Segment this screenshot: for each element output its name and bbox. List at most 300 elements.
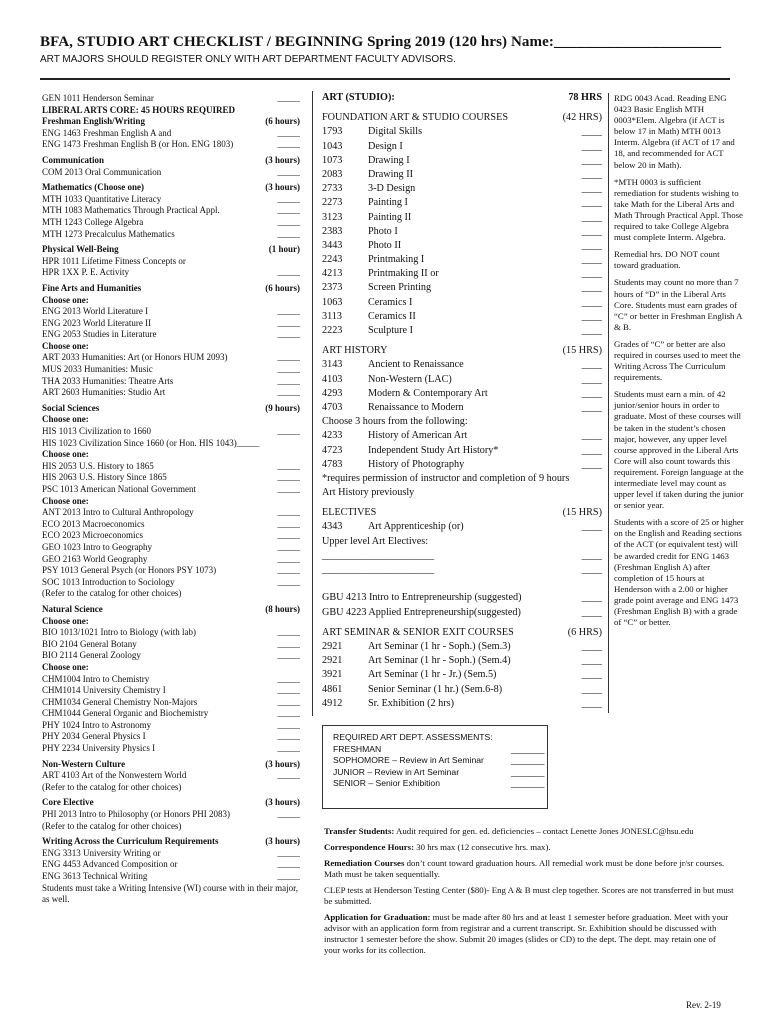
course-number: 2373 bbox=[322, 282, 343, 294]
art-course-row bbox=[322, 387, 602, 401]
course-number: 1793 bbox=[322, 126, 343, 138]
course-text: ENG 3313 University Writing or bbox=[42, 847, 161, 858]
page-title: BFA, STUDIO ART CHECKLIST / BEGINNING Spring 2019 (120 hrs) Name:______________________ bbox=[40, 34, 722, 50]
course-text: Communication bbox=[42, 154, 105, 165]
assessment-blank: _______ bbox=[511, 743, 545, 754]
course-row bbox=[42, 720, 300, 732]
course-text: Choose one: bbox=[42, 449, 89, 460]
course-blank: (1 hour) bbox=[268, 244, 300, 255]
course-text: HIS 1013 Civilization to 1660 bbox=[42, 426, 151, 437]
course-blank: (3 hours) bbox=[265, 797, 300, 808]
course-text: MTH 1243 College Algebra bbox=[42, 216, 144, 227]
note-body: don’t count toward graduation hours. All remedial work must be done before jr/sr courses. Math must be taken sequentially. bbox=[324, 858, 725, 879]
course-name: History of American Art bbox=[368, 430, 468, 442]
course-number: 2223 bbox=[322, 325, 343, 336]
course-text: SOC 1013 Introduction to Sociology bbox=[42, 576, 175, 587]
course-number: 3123 bbox=[322, 211, 343, 223]
advising-note: Students must earn a min. of 42 junior/senior hours in order to graduate. Most of these courses will be taken in the student’s chosen major, however, any upper level course approved in the Liberal Arts Core will also count towards this requirement. Foreign language at the intermediate level may count as upper level if taken during the junior or senior year. bbox=[614, 389, 744, 511]
course-text: CHM1044 General Organic and Biochemistry bbox=[42, 708, 209, 719]
course-row bbox=[42, 797, 300, 809]
course-text: ENG 2023 World Literature II bbox=[42, 317, 152, 328]
course-text: PHY 2034 General Physics I bbox=[42, 731, 146, 742]
course-blank: _____ bbox=[277, 518, 300, 529]
course-blank: _____ bbox=[277, 719, 300, 730]
course-number: ______________________ bbox=[322, 564, 435, 575]
art-course-row bbox=[322, 182, 602, 196]
advisory-notice: ART MAJORS SHOULD REGISTER ONLY WITH ART DEPARTMENT FACULTY ADVISORS. bbox=[40, 54, 456, 65]
art-course-row bbox=[322, 606, 602, 620]
course-blank: ____ bbox=[581, 126, 602, 138]
course-row bbox=[42, 449, 300, 461]
course-text: CHM1014 University Chemistry I bbox=[42, 685, 166, 696]
course-text: BIO 2104 General Botany bbox=[42, 638, 137, 649]
course-number: GBU 4223 Applied Entrepreneurship(suggested) bbox=[322, 606, 521, 618]
course-row bbox=[42, 295, 300, 307]
course-blank: ____ bbox=[581, 373, 602, 385]
course-text: ART 4103 Art of the Nonwestern World bbox=[42, 770, 187, 781]
course-name: Art Seminar (1 hr - Soph.) (Sem.4) bbox=[368, 655, 511, 667]
assessment-label: SENIOR – Senior Exhibition bbox=[333, 778, 440, 789]
policy-note bbox=[324, 885, 734, 907]
assessment-row bbox=[333, 778, 547, 790]
assessment-row bbox=[333, 767, 547, 779]
column-divider bbox=[312, 91, 313, 716]
art-course-row bbox=[322, 591, 602, 605]
art-course-row bbox=[322, 444, 602, 458]
course-blank: _____ bbox=[277, 375, 300, 386]
course-blank: _____ bbox=[277, 426, 300, 437]
course-row bbox=[42, 105, 300, 117]
course-number: 4103 bbox=[322, 373, 343, 385]
course-text: HPR 1011 Lifetime Fitness Concepts or bbox=[42, 255, 186, 266]
course-number: 3443 bbox=[322, 239, 343, 251]
course-blank: (15 HRS) bbox=[562, 345, 602, 357]
course-number: FOUNDATION ART & STUDIO COURSES bbox=[322, 112, 508, 124]
course-number: 2273 bbox=[322, 197, 343, 209]
course-row bbox=[42, 128, 300, 140]
art-course-row bbox=[322, 168, 602, 182]
course-text: Natural Science bbox=[42, 603, 103, 614]
course-name: Renaissance to Modern bbox=[368, 401, 464, 413]
course-row bbox=[42, 507, 300, 519]
course-blank: _____ bbox=[277, 139, 300, 150]
course-number: 4783 bbox=[322, 458, 343, 470]
course-number: *requires permission of instructor and completion of 9 hours bbox=[322, 472, 570, 484]
art-course-row bbox=[322, 429, 602, 443]
course-blank: (15 HRS) bbox=[562, 507, 602, 519]
assessment-label: JUNIOR – Review in Art Seminar bbox=[333, 766, 460, 777]
policy-note bbox=[324, 826, 734, 837]
assessment-blank: _______ bbox=[511, 778, 545, 789]
course-text: GEO 1023 Intro to Geography bbox=[42, 541, 152, 552]
assessment-label: FRESHMAN bbox=[333, 743, 382, 754]
column-divider bbox=[608, 93, 609, 713]
course-blank: (6 HRS) bbox=[567, 626, 602, 638]
course-name: Screen Printing bbox=[368, 282, 432, 294]
course-blank: _____ bbox=[277, 228, 300, 239]
course-row bbox=[42, 205, 300, 217]
course-blank: ____ bbox=[581, 549, 602, 561]
course-row bbox=[42, 604, 300, 616]
course-blank: _____ bbox=[277, 193, 300, 204]
course-name: 3-D Design bbox=[368, 183, 416, 195]
course-blank: ____ bbox=[581, 669, 602, 681]
course-row bbox=[42, 782, 300, 794]
course-text: ANT 2013 Intro to Cultural Anthropology bbox=[42, 507, 194, 518]
course-blank: _____ bbox=[277, 507, 300, 518]
course-text: (Refer to the catalog for other choices) bbox=[42, 820, 182, 831]
course-number: 3921 bbox=[322, 669, 343, 681]
course-row bbox=[42, 403, 300, 415]
course-number: 4233 bbox=[322, 430, 343, 442]
course-number: 2733 bbox=[322, 183, 343, 195]
course-blank: (3 hours) bbox=[265, 758, 300, 769]
advising-note: RDG 0043 Acad. Reading ENG 0423 Basic English MTH 0003*Elem. Algebra (if ACT is below 17 in Math) MTH 0013 Interm. Algebra (if ACT of 17 and 18, and recommended for ACT below 20 in Math). bbox=[614, 93, 735, 170]
course-row bbox=[42, 256, 300, 268]
course-text: COM 2013 Oral Communication bbox=[42, 166, 162, 177]
course-blank: _____ bbox=[277, 627, 300, 638]
note-body: 30 hrs max (12 consecutive hrs. max). bbox=[414, 842, 551, 852]
course-blank: _____ bbox=[277, 576, 300, 587]
course-number: ART (STUDIO): bbox=[322, 92, 395, 103]
course-text: ART 2603 Humanities: Studio Art bbox=[42, 387, 166, 398]
course-blank: _____ bbox=[277, 847, 300, 858]
course-blank: 78 HRS bbox=[568, 92, 602, 103]
course-blank: _____ bbox=[277, 460, 300, 471]
course-blank: ____ bbox=[581, 430, 602, 442]
art-course-row bbox=[322, 458, 602, 472]
course-name: Photo II bbox=[368, 239, 402, 251]
header-divider bbox=[40, 78, 730, 80]
course-row bbox=[42, 461, 300, 473]
liberal-arts-core-column bbox=[42, 93, 300, 906]
course-text: PSY 1013 General Psych (or Honors PSY 1073) bbox=[42, 565, 217, 576]
art-course-row bbox=[322, 668, 602, 682]
course-number: 2243 bbox=[322, 254, 343, 266]
course-text: Choose one: bbox=[42, 661, 89, 672]
course-text: ART 2033 Humanities: Art (or Honors HUM 2093) bbox=[42, 352, 228, 363]
course-text: Social Sciences bbox=[42, 402, 100, 413]
course-row bbox=[42, 770, 300, 782]
course-blank: _____ bbox=[277, 708, 300, 719]
course-number: GBU 4213 Intro to Entrepreneurship (suggested) bbox=[322, 592, 522, 604]
course-row bbox=[42, 341, 300, 353]
course-text: Physical Well-Being bbox=[42, 244, 119, 255]
course-blank: _____ bbox=[277, 216, 300, 227]
course-name: Independent Study Art History* bbox=[368, 444, 499, 456]
course-blank: ____ bbox=[581, 296, 602, 308]
course-row bbox=[42, 352, 300, 364]
course-row bbox=[42, 883, 300, 906]
course-blank: ____ bbox=[581, 564, 602, 575]
art-course-row bbox=[322, 486, 602, 500]
course-text: Mathematics (Choose one) bbox=[42, 182, 144, 193]
course-row bbox=[42, 318, 300, 330]
course-text: ENG 2013 World Literature I bbox=[42, 306, 149, 317]
course-blank: (6 hours) bbox=[265, 116, 300, 127]
art-course-row bbox=[322, 239, 602, 253]
note-body: must be made after 80 hrs and at least 1 semester before graduation. Meet with your advisor with an application form from registrar and a current transcript. Sr. Exhibition should be discussed with instructor 1 semester before the show. Submit 20 images (slides or CD) to the dept. The dept. may retain one of your works for its collection. bbox=[324, 912, 729, 955]
course-row bbox=[42, 194, 300, 206]
course-text: BIO 1013/1021 Intro to Biology (with lab) bbox=[42, 627, 196, 638]
course-number: Art History previously bbox=[322, 487, 415, 499]
course-text: PHY 1024 Intro to Astronomy bbox=[42, 719, 152, 730]
course-name: Sculpture I bbox=[368, 325, 413, 336]
course-name: Printmaking I bbox=[368, 254, 425, 266]
course-text: BIO 2114 General Zoology bbox=[42, 650, 141, 661]
course-text: Choose one: bbox=[42, 495, 89, 506]
course-text: GEO 2163 World Geography bbox=[42, 553, 148, 564]
course-row bbox=[42, 414, 300, 426]
course-blank: _____ bbox=[277, 472, 300, 483]
course-row bbox=[42, 283, 300, 295]
course-text: PHI 2013 Intro to Philosophy (or Honors PHI 2083) bbox=[42, 809, 230, 820]
course-name: Painting I bbox=[368, 197, 408, 209]
course-blank: ____ bbox=[581, 359, 602, 371]
assessment-row bbox=[333, 755, 547, 767]
course-row bbox=[42, 530, 300, 542]
course-text: (Refer to the catalog for other choices) bbox=[42, 781, 182, 792]
note-heading: Application for Graduation: bbox=[324, 912, 431, 922]
course-row bbox=[42, 364, 300, 376]
course-text: ECO 2013 Macroeconomics bbox=[42, 518, 145, 529]
course-number: ART SEMINAR & SENIOR EXIT COURSES bbox=[322, 626, 514, 638]
course-blank: ____ bbox=[581, 282, 602, 294]
course-row bbox=[42, 93, 300, 105]
course-text: PSC 1013 American National Government bbox=[42, 484, 196, 494]
course-text: ENG 1473 Freshman English B (or Hon. ENG 1803) bbox=[42, 139, 234, 150]
course-blank: _____ bbox=[277, 809, 300, 820]
art-course-row bbox=[322, 654, 602, 668]
course-text: HIS 1023 Civilization Since 1660 (or Hon. HIS 1043)_____ bbox=[42, 437, 260, 448]
course-number: 2083 bbox=[322, 168, 343, 180]
course-row bbox=[42, 836, 300, 848]
course-name: History of Photography bbox=[368, 458, 465, 470]
course-blank: _____ bbox=[277, 685, 300, 696]
course-number: 2921 bbox=[322, 640, 343, 652]
note-heading: Correspondence Hours: bbox=[324, 842, 415, 852]
course-text: Choose one: bbox=[42, 340, 89, 351]
course-blank: ____ bbox=[581, 140, 602, 152]
course-text: CHM1034 General Chemistry Non-Majors bbox=[42, 696, 198, 707]
course-number: 4213 bbox=[322, 268, 343, 280]
assessments-title: REQUIRED ART DEPT. ASSESSMENTS: bbox=[333, 732, 493, 742]
course-row bbox=[42, 306, 300, 318]
course-blank: _____ bbox=[277, 638, 300, 649]
art-course-row bbox=[322, 225, 602, 239]
course-number: Choose 3 hours from the following: bbox=[322, 416, 468, 428]
course-number: ELECTIVES bbox=[322, 507, 377, 519]
course-blank: _____ bbox=[277, 530, 300, 541]
note-heading: Transfer Students: bbox=[324, 826, 395, 836]
course-row bbox=[42, 496, 300, 508]
assessment-row bbox=[333, 744, 547, 756]
course-text: Students must take a Writing Intensive (WI) course with in their major, as well. bbox=[42, 882, 299, 905]
art-course-row bbox=[322, 401, 602, 415]
course-name: Printmaking II or bbox=[368, 268, 439, 280]
course-row bbox=[42, 662, 300, 674]
course-row bbox=[42, 519, 300, 531]
course-number: 1043 bbox=[322, 140, 343, 152]
course-blank: ____ bbox=[581, 154, 602, 166]
course-row bbox=[42, 588, 300, 600]
art-course-row bbox=[322, 296, 602, 310]
course-row bbox=[42, 554, 300, 566]
art-course-row bbox=[322, 324, 602, 338]
course-name: Drawing I bbox=[368, 154, 410, 166]
course-row bbox=[42, 848, 300, 860]
advising-notes-column bbox=[614, 93, 744, 634]
course-name: Senior Seminar (1 hr.) (Sem.6-8) bbox=[368, 683, 503, 695]
course-row bbox=[42, 759, 300, 771]
course-blank: ____ bbox=[581, 197, 602, 209]
course-name: Photo I bbox=[368, 225, 398, 237]
course-row bbox=[42, 859, 300, 871]
course-blank: ____ bbox=[581, 592, 602, 604]
course-blank: (8 hours) bbox=[265, 603, 300, 614]
art-course-row bbox=[322, 154, 602, 168]
art-course-row bbox=[322, 640, 602, 654]
course-text: MTH 1273 Precalculus Mathematics bbox=[42, 228, 175, 239]
note-body: Audit required for gen. ed. deficiencies – contact Lenette Jones JONESLC@hsu.edu bbox=[394, 826, 694, 836]
art-course-row bbox=[322, 563, 602, 577]
course-text: MTH 1033 Quantitative Literacy bbox=[42, 193, 162, 204]
advising-note: Students with a score of 25 or higher on the English and Reading sections of the ACT (or equivalent test) will be awarded credit for ENG 1463 (Freshman English A) after completion of 15 hours at Henderson with a 2.00 or higher grade point average and ENG 1473 (Freshman English B) with a grade of “C” or better. bbox=[614, 517, 744, 628]
art-course-row bbox=[322, 415, 602, 429]
course-name: Ancient to Renaissance bbox=[368, 359, 464, 371]
art-course-row bbox=[322, 91, 602, 105]
course-number: 4703 bbox=[322, 401, 343, 413]
revision-label: Rev. 2-19 bbox=[686, 1000, 721, 1010]
course-row bbox=[42, 743, 300, 755]
course-blank: _____ bbox=[277, 553, 300, 564]
course-row bbox=[42, 217, 300, 229]
course-text: MTH 1083 Mathematics Through Practical Appl. bbox=[42, 205, 220, 216]
note-heading: Remediation Courses bbox=[324, 858, 405, 868]
course-blank: ____ bbox=[581, 168, 602, 180]
course-blank: _____ bbox=[277, 93, 300, 103]
art-course-row bbox=[322, 577, 602, 591]
course-row bbox=[42, 229, 300, 241]
course-name: Digital Skills bbox=[368, 126, 423, 138]
course-row bbox=[42, 685, 300, 697]
course-row bbox=[42, 708, 300, 720]
policy-note bbox=[324, 858, 734, 880]
course-blank: (3 hours) bbox=[265, 836, 300, 847]
course-blank: _____ bbox=[277, 317, 300, 328]
course-blank: _____ bbox=[277, 565, 300, 576]
course-blank: _____ bbox=[277, 731, 300, 742]
course-blank: ____ bbox=[581, 387, 602, 399]
course-blank: ____ bbox=[581, 254, 602, 266]
course-blank: ____ bbox=[581, 211, 602, 223]
course-row bbox=[42, 155, 300, 167]
course-row bbox=[42, 639, 300, 651]
course-number: ______________________ bbox=[322, 549, 435, 561]
course-number: 1063 bbox=[322, 296, 343, 308]
course-name: Painting II bbox=[368, 211, 412, 223]
advising-note: Grades of “C” or better are also required in courses used to meet the Writing Across The Curriculum requirements. bbox=[614, 338, 741, 383]
course-number: 3143 bbox=[322, 359, 343, 371]
course-row bbox=[42, 616, 300, 628]
course-blank: _____ bbox=[277, 352, 300, 363]
course-row bbox=[42, 182, 300, 194]
course-text: Non-Western Culture bbox=[42, 758, 126, 769]
course-blank: ____ bbox=[581, 606, 602, 618]
art-course-row bbox=[322, 506, 602, 520]
course-text: ENG 1463 Freshman English A and bbox=[42, 127, 172, 138]
course-blank: ____ bbox=[581, 310, 602, 322]
course-text: Freshman English/Writing bbox=[42, 116, 145, 127]
course-name: Non-Western (LAC) bbox=[368, 373, 452, 385]
course-number: 2921 bbox=[322, 655, 343, 667]
course-row bbox=[42, 426, 300, 438]
course-blank: ____ bbox=[581, 444, 602, 456]
course-text: (Refer to the catalog for other choices) bbox=[42, 588, 182, 599]
course-row bbox=[42, 267, 300, 279]
course-blank: ____ bbox=[581, 458, 602, 470]
art-course-row bbox=[322, 310, 602, 324]
course-name: Art Seminar (1 hr - Jr.) (Sem.5) bbox=[368, 669, 497, 681]
course-blank: _____ bbox=[277, 871, 300, 881]
course-row bbox=[42, 484, 300, 496]
course-name: Ceramics II bbox=[368, 310, 416, 322]
course-text: Choose one: bbox=[42, 414, 89, 425]
course-blank: _____ bbox=[277, 364, 300, 375]
course-blank: _____ bbox=[277, 859, 300, 870]
course-row bbox=[42, 387, 300, 399]
course-name: Drawing II bbox=[368, 168, 413, 180]
course-text: Choose one: bbox=[42, 294, 89, 305]
course-text: ENG 4453 Advanced Composition or bbox=[42, 859, 178, 870]
course-row bbox=[42, 139, 300, 151]
course-number: 4861 bbox=[322, 683, 343, 695]
course-row bbox=[42, 821, 300, 833]
art-course-row bbox=[322, 535, 602, 549]
course-name: Sr. Exhibition (2 hrs) bbox=[368, 697, 455, 709]
art-course-row bbox=[322, 373, 602, 387]
course-blank: _____ bbox=[277, 127, 300, 138]
art-course-row bbox=[322, 697, 602, 711]
course-blank: _____ bbox=[277, 166, 300, 177]
course-row bbox=[42, 542, 300, 554]
course-blank: (9 hours) bbox=[265, 402, 300, 413]
course-name: Art Apprenticeship (or) bbox=[368, 521, 464, 533]
course-blank: ____ bbox=[581, 325, 602, 336]
course-blank: ____ bbox=[581, 183, 602, 195]
course-number: 4293 bbox=[322, 387, 343, 399]
course-text: HIS 2063 U.S. History Since 1865 bbox=[42, 472, 167, 483]
course-number: 1073 bbox=[322, 154, 343, 166]
course-row bbox=[42, 116, 300, 128]
policy-note bbox=[324, 842, 734, 853]
course-row bbox=[42, 167, 300, 179]
art-course-row bbox=[322, 358, 602, 372]
art-course-row bbox=[322, 520, 602, 534]
policy-notes bbox=[324, 826, 734, 961]
course-number: 3113 bbox=[322, 310, 342, 322]
course-row bbox=[42, 674, 300, 686]
course-text: LIBERAL ARTS CORE: 45 HOURS REQUIRED bbox=[42, 104, 235, 115]
assessment-label: SOPHOMORE – Review in Art Seminar bbox=[333, 755, 484, 766]
course-row bbox=[42, 329, 300, 341]
course-blank: ____ bbox=[581, 401, 602, 413]
course-blank: _____ bbox=[277, 387, 300, 398]
art-course-row bbox=[322, 196, 602, 210]
course-blank: ____ bbox=[581, 697, 602, 709]
course-row bbox=[42, 871, 300, 883]
course-blank: (3 hours) bbox=[265, 154, 300, 165]
